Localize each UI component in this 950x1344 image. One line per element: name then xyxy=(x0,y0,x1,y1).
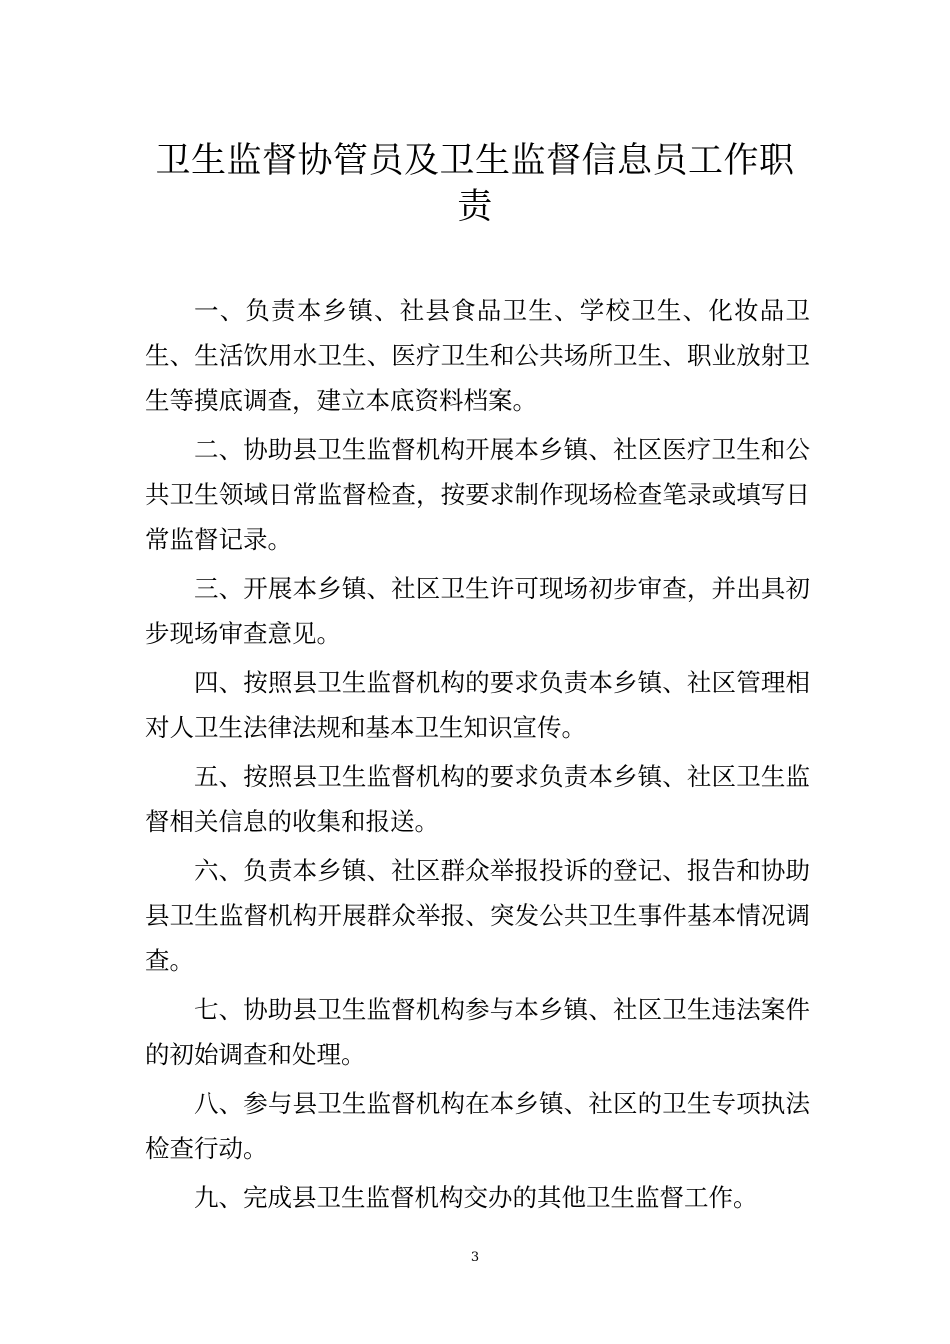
title-line-1: 卫生监督协管员及卫生监督信息员工作职 xyxy=(155,141,795,181)
document-body xyxy=(145,288,810,1224)
paragraph-2: 二、协助县卫生监督机构开展本乡镇、社区医疗卫生和公共卫生领域日常监督检查，按要求制作现场检查笔录或填写日常监督记录。 xyxy=(145,435,810,554)
paragraph-3: 三、开展本乡镇、社区卫生许可现场初步审查，并出具初步现场审查意见。 xyxy=(145,574,810,648)
title-line-2: 责 xyxy=(457,187,493,227)
page-number: 3 xyxy=(470,1250,480,1265)
paragraph-7: 七、协助县卫生监督机构参与本乡镇、社区卫生违法案件的初始调查和处理。 xyxy=(145,995,810,1069)
paragraph-9: 九、完成县卫生监督机构交办的其他卫生监督工作。 xyxy=(194,1183,758,1212)
page-title xyxy=(140,138,810,230)
paragraph-5: 五、按照县卫生监督机构的要求负责本乡镇、社区卫生监督相关信息的收集和报送。 xyxy=(145,762,810,836)
paragraph-4: 四、按照县卫生监督机构的要求负责本乡镇、社区管理相对人卫生法律法规和基本卫生知识宣传。 xyxy=(145,668,810,742)
paragraph-1: 一、负责本乡镇、社县食品卫生、学校卫生、化妆品卫生、生活饮用水卫生、医疗卫生和公共场所卫生、职业放射卫生等摸底调查，建立本底资料档案。 xyxy=(145,296,810,415)
paragraph-6: 六、负责本乡镇、社区群众举报投诉的登记、报告和协助县卫生监督机构开展群众举报、突发公共卫生事件基本情况调查。 xyxy=(145,856,810,975)
paragraph-8: 八、参与县卫生监督机构在本乡镇、社区的卫生专项执法检查行动。 xyxy=(145,1089,810,1163)
